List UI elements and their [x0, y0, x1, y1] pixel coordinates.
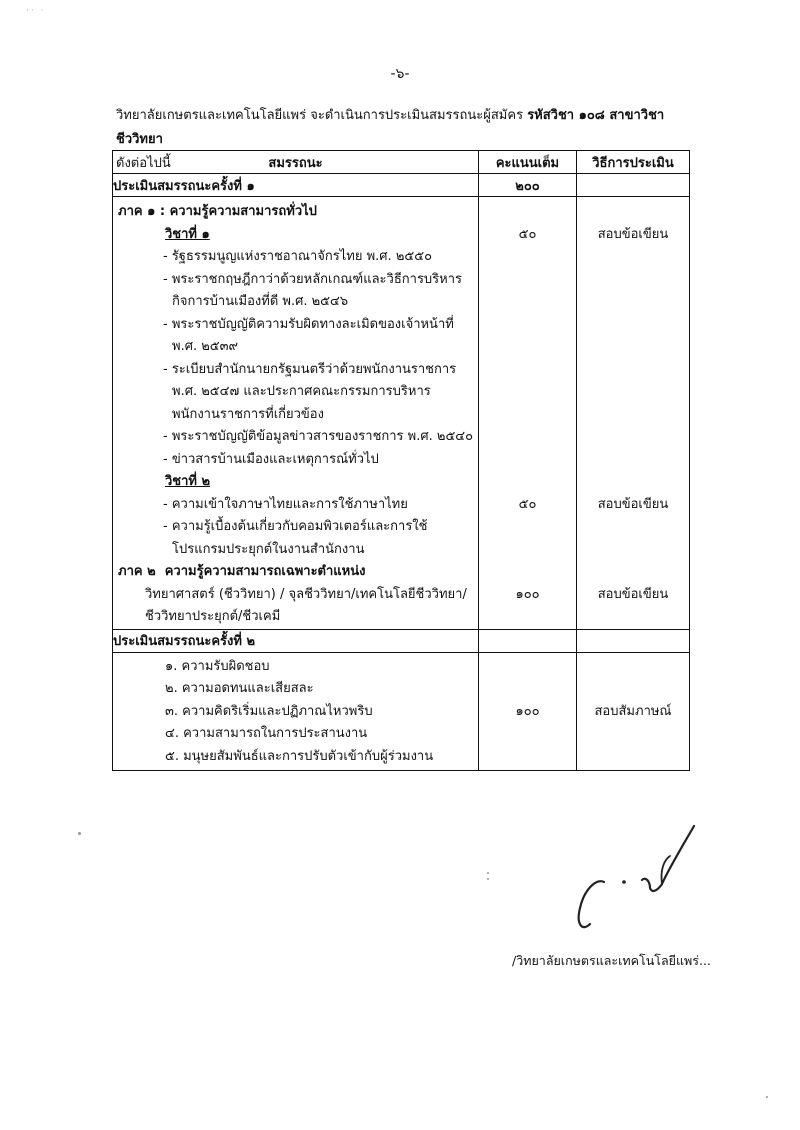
scan-speck	[766, 1096, 768, 1098]
scan-speck	[78, 832, 81, 835]
round1-content-row	[113, 197, 690, 630]
list-item: พนักงานราชการที่เกี่ยวข้อง	[172, 406, 324, 422]
round2-content-row	[113, 652, 690, 771]
part2-score: ๑๐๐	[515, 586, 540, 602]
page-number: -๖-	[390, 66, 410, 82]
subject1-method: สอบข้อเขียน	[597, 226, 669, 242]
part2-line: ชีววิทยาประยุกต์/ชีวเคมี	[145, 609, 281, 624]
intro-subject-code: รหัสวิชา ๑๐๘ สาขาวิชาชีววิทยา	[116, 108, 665, 147]
list-item: ๑. ความรับผิดชอบ	[165, 658, 270, 674]
scan-speck	[487, 878, 489, 880]
scan-speck	[487, 872, 489, 874]
round2-method-cell	[577, 652, 690, 771]
signature-caption: /วิทยาลัยเกษตรและเทคโนโลยีแพร่...	[512, 953, 711, 968]
part1-label: ภาค ๑ : ความรู้ความสามารถทั่วไป	[118, 204, 317, 219]
intro-text: วิทยาลัยเกษตรและเทคโนโลยีแพร่ จะดำเนินการประเมินสมรรถนะผู้สมัคร	[116, 108, 528, 123]
list-item: - พระราชบัญญัติความรับผิดทางละเมิดของเจ้าหน้าที่	[163, 316, 454, 332]
list-item: พ.ศ. ๒๕๔๗ และประกาศคณะกรรมการบริหาร	[172, 384, 431, 399]
subject2-score: ๕๐	[518, 496, 537, 512]
subject2-label: วิชาที่ ๒	[165, 474, 211, 489]
list-item: - ความเข้าใจภาษาไทยและการใช้ภาษาไทย	[163, 496, 408, 512]
round1-title: ประเมินสมรรถนะครั้งที่ ๑	[113, 174, 479, 197]
competency-table	[112, 150, 690, 771]
round2-competency-cell	[113, 652, 479, 771]
round1-score-cell	[479, 197, 577, 630]
round1-method-cell	[577, 197, 690, 630]
round1-row	[113, 174, 690, 197]
scan-artifact: ·· ·	[26, 6, 46, 16]
list-item: - ข่าวสารบ้านเมืองและเหตุการณ์ทั่วไป	[163, 451, 379, 467]
intro-text-continued: ดังต่อไปนี้	[116, 156, 171, 171]
round1-competency-cell	[113, 197, 479, 630]
round2-method: สอบสัมภาษณ์	[594, 703, 672, 719]
list-item: - รัฐธรรมนูญแห่งราชอาณาจักรไทย พ.ศ. ๒๕๕๐	[163, 249, 433, 264]
list-item: ๓. ความคิดริเริ่มและปฏิภาณไหวพริบ	[165, 703, 373, 719]
part2-label	[113, 561, 478, 584]
list-item: กิจการบ้านเมืองที่ดี พ.ศ. ๒๕๔๖	[172, 294, 349, 309]
part2-title: ความรู้ความสามารถเฉพาะตำแหน่ง	[164, 564, 366, 579]
part2-line: วิทยาศาสตร์ (ชีววิทยา) / จุลชีววิทยา/เทคโนโลยีชีววิทยา/	[145, 586, 467, 602]
subject1-score: ๕๐	[518, 226, 537, 242]
round1-score: ๒๐๐	[479, 174, 577, 197]
list-item: - พระราชกฤษฎีกาว่าด้วยหลักเกณฑ์และวิธีการบริหาร	[163, 271, 463, 287]
subject1-label: วิชาที่ ๑	[165, 226, 210, 242]
round2-row	[113, 629, 690, 652]
header-method: วิธีการประเมิน	[577, 151, 690, 174]
signature	[566, 820, 716, 940]
round2-score: ๑๐๐	[515, 703, 540, 719]
list-item: โปรแกรมประยุกต์ในงานสำนักงาน	[172, 541, 365, 557]
list-item: ๕. มนุษยสัมพันธ์และการปรับตัวเข้ากับผู้ร่วมงาน	[165, 748, 434, 764]
round2-score-cell	[479, 652, 577, 771]
part2-prefix: ภาค ๒	[118, 564, 156, 579]
list-item: - พระราชบัญญัติข้อมูลข่าวสารของราชการ พ.ศ. ๒๕๔๐	[163, 429, 474, 444]
round2-title: ประเมินสมรรถนะครั้งที่ ๒	[113, 629, 479, 652]
part2-method: สอบข้อเขียน	[597, 586, 669, 602]
list-item: พ.ศ. ๒๕๓๙	[172, 339, 239, 354]
list-item: - ความรู้เบื้องต้นเกี่ยวกับคอมพิวเตอร์และการใช้	[163, 519, 428, 534]
table-header-row	[113, 151, 690, 174]
list-item: ๒. ความอดทนและเสียสละ	[165, 681, 314, 696]
list-item: ๔. ความสามารถในการประสานงาน	[165, 726, 368, 741]
round1-method-empty	[577, 174, 690, 197]
list-item: - ระเบียบสำนักนายกรัฐมนตรีว่าด้วยพนักงานราชการ	[163, 361, 457, 377]
header-competency: สมรรถนะ	[113, 151, 479, 174]
header-full-score: คะแนนเต็ม	[479, 151, 577, 174]
subject2-method: สอบข้อเขียน	[597, 496, 669, 512]
